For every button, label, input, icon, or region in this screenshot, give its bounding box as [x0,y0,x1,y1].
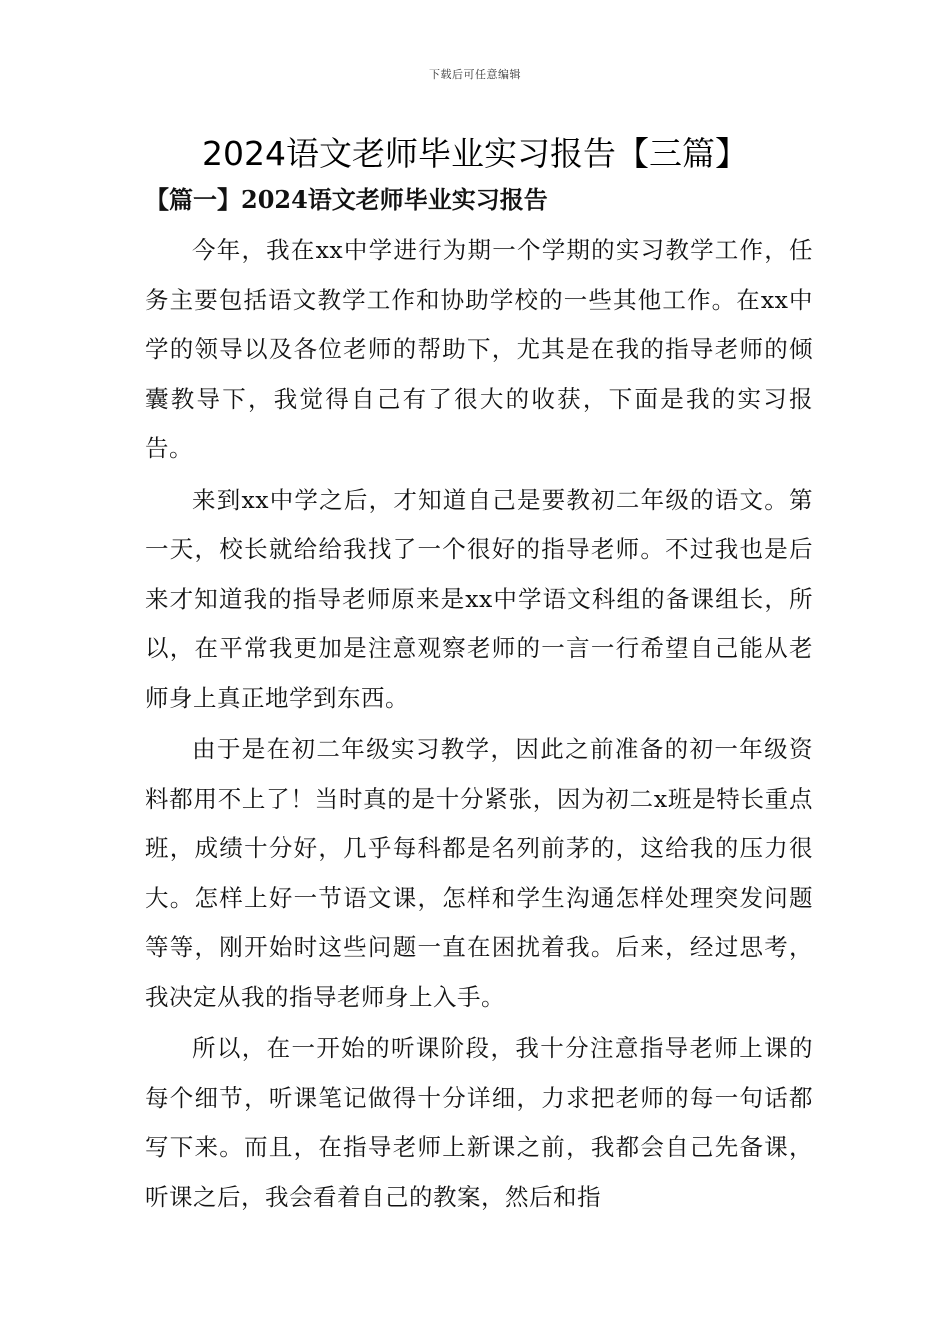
body-text [145,226,813,1224]
document-title: 2024语文老师毕业实习报告【三篇】 [202,134,748,173]
section-heading: 【篇一】2024语文老师毕业实习报告 [145,185,548,214]
header-note: 下载后可任意编辑 [429,68,521,81]
paragraph: 今年，我在xx中学进行为期一个学期的实习教学工作，任务主要包括语文教学工作和协助学校的一些其他工作。在xx中学的领导以及各位老师的帮助下，尤其是在我的指导老师的倾囊教导下，我觉得自己有了很大的收获，下面是我的实习报告。 [145,236,813,462]
paragraph: 来到xx中学之后，才知道自己是要教初二年级的语文。第一天，校长就给给我找了一个很好的指导老师。不过我也是后来才知道我的指导老师原来是xx中学语文科组的备课组长，所以，在平常我更加是注意观察老师的一言一行希望自己能从老师身上真正地学到东西。 [145,485,813,712]
paragraph: 所以，在一开始的听课阶段，我十分注意指导老师上课的每个细节，听课笔记做得十分详细，力求把老师的每一句话都写下来。而且，在指导老师上新课之前，我都会自己先备课，听课之后，我会看着自己的教案，然后和指 [145,1034,813,1211]
paragraph: 由于是在初二年级实习教学，因此之前准备的初一年级资料都用不上了！当时真的是十分紧张，因为初二x班是特长重点班，成绩十分好，几乎每科都是名列前茅的，这给我的压力很大。怎样上好一节语文课，怎样和学生沟通怎样处理突发问题等等，刚开始时这些问题一直在困扰着我。后来，经过思考，我决定从我的指导老师身上入手。 [145,735,813,1011]
